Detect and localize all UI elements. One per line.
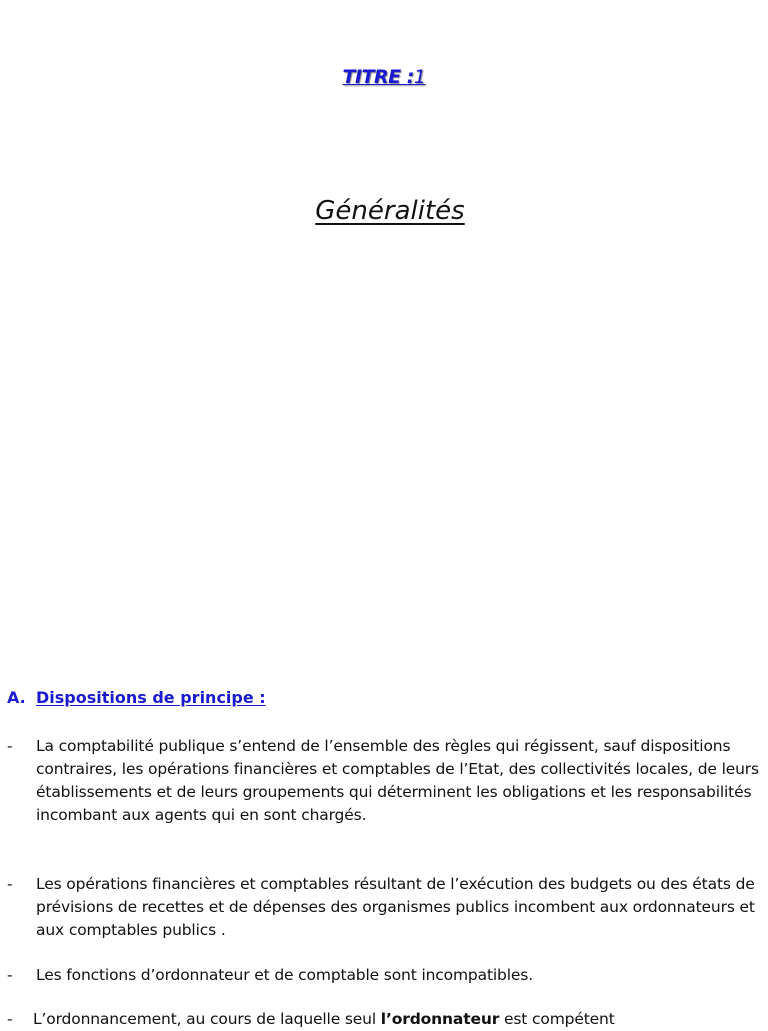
titre-heading	[0, 66, 768, 88]
section-a-label: Dispositions de principe :	[36, 688, 266, 707]
paragraph-text: Les fonctions d’ordonnateur et de comptable sont incompatibles.	[36, 966, 533, 984]
bullet-dash: -	[7, 875, 13, 893]
paragraph-text: La comptabilité publique s’entend de l’ensemble des règles qui régissent, sauf dispositions contraires, les opérations financières et comptables de l’Etat, des collectivités locales, de leurs établissements et de leurs groupements qui déterminent les obligations et les responsabilités incombant aux agents qui en sont chargés.	[36, 737, 759, 824]
paragraph-4	[7, 1008, 765, 1031]
titre-label: TITRE :	[342, 66, 414, 88]
bullet-dash: -	[7, 737, 13, 755]
chapter-title: Généralités	[315, 196, 465, 226]
paragraph-text-before: L’ordonnancement, au cours de laquelle seul	[33, 1010, 381, 1028]
paragraph-text-bold: l’ordonnateur	[380, 1010, 500, 1028]
paragraph-3	[7, 964, 765, 987]
titre-number: 1	[413, 66, 426, 88]
paragraph-text	[33, 1008, 765, 1031]
paragraph-text: Les opérations financières et comptables résultant de l’exécution des budgets ou des états de prévisions de recettes et de dépenses des organismes publics incombent aux ordonnateurs et aux comptables publics .	[36, 875, 755, 939]
bullet-dash: -	[7, 1010, 13, 1028]
paragraph-2	[7, 873, 765, 942]
section-a-letter: A.	[7, 688, 26, 707]
paragraph-1	[7, 735, 765, 827]
paragraph-text-after: est compétent	[499, 1010, 615, 1028]
bullet-dash: -	[7, 966, 13, 984]
section-a-heading	[7, 688, 266, 707]
